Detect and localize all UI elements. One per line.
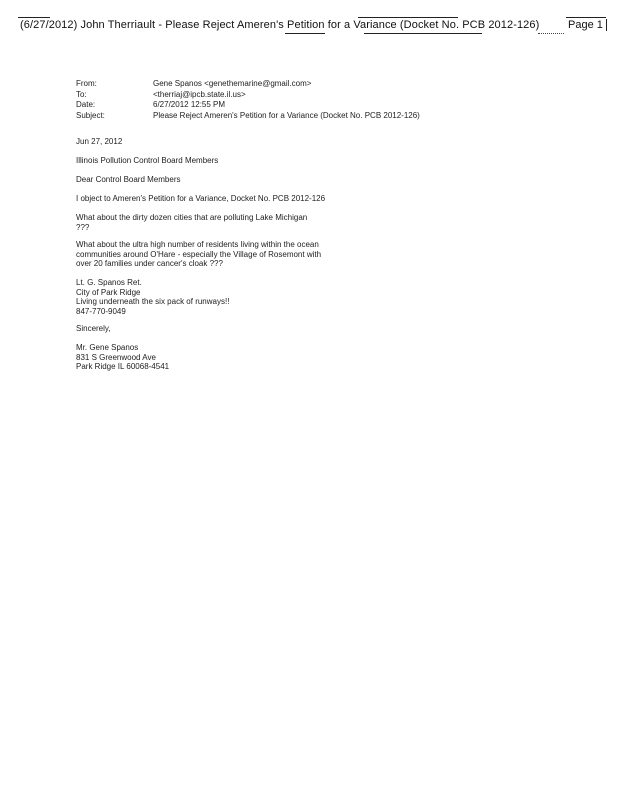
email-meta	[76, 79, 420, 121]
text-line: communities around O'Hare - especially the Village of Rosemont with	[76, 249, 322, 259]
letter-objection: I object to Ameren's Petition for a Variance, Docket No. PCB 2012-126	[76, 194, 326, 203]
meta-key: To:	[76, 89, 87, 99]
meta-row-date	[76, 100, 420, 111]
meta-row-subject	[76, 111, 420, 122]
text-line: City of Park Ridge	[76, 287, 141, 297]
meta-key: From:	[76, 79, 97, 88]
letter-closing: Sincerely,	[76, 324, 111, 333]
text-line: ???	[76, 222, 90, 232]
text-line: What about the dirty dozen cities that are polluting Lake Michigan	[76, 213, 308, 222]
meta-value: Gene Spanos <genethemarine@gmail.com>	[153, 79, 312, 88]
sender-address	[76, 343, 169, 372]
text-line: Park Ridge IL 60068-4541	[76, 362, 170, 372]
letter-date: Jun 27, 2012	[76, 137, 123, 146]
letter-question-1	[76, 213, 307, 232]
meta-key: Subject:	[76, 110, 105, 120]
header-underline-1	[285, 33, 325, 34]
text-line: 847-770-9049	[76, 306, 126, 316]
meta-row-from	[76, 79, 420, 90]
header-dotted-rule	[538, 33, 564, 34]
text-line: Mr. Gene Spanos	[76, 343, 139, 352]
text-line: 831 S Greenwood Ave	[76, 352, 156, 362]
meta-row-to	[76, 90, 420, 101]
header-underline-2	[364, 33, 482, 34]
meta-value: <therriaj@ipcb.state.il.us>	[153, 89, 246, 99]
meta-value: 6/27/2012 12:55 PM	[153, 100, 226, 110]
meta-value: Please Reject Ameren's Petition for a Variance (Docket No. PCB 2012-126)	[153, 110, 420, 120]
header-rule-left	[18, 17, 50, 18]
header-title: (6/27/2012) John Therriault - Please Reject Ameren's Petition for a Variance (Docket No. PCB 2012-126)	[20, 19, 540, 31]
text-line: Living underneath the six pack of runways!!	[76, 297, 230, 307]
text-line: Lt. G. Spanos Ret.	[76, 278, 142, 287]
letter-recipient: Illinois Pollution Control Board Members	[76, 156, 219, 165]
signature-block	[76, 278, 229, 316]
page-number: Page 1	[568, 19, 607, 31]
letter-question-2	[76, 240, 321, 269]
letter-salutation: Dear Control Board Members	[76, 175, 181, 184]
header-rule-middle	[358, 17, 458, 18]
header-page-rule	[566, 17, 606, 18]
meta-key: Date:	[76, 100, 96, 110]
text-line: over 20 families under cancer's cloak ???	[76, 259, 223, 269]
text-line: What about the ultra high number of residents living within the ocean	[76, 240, 319, 249]
